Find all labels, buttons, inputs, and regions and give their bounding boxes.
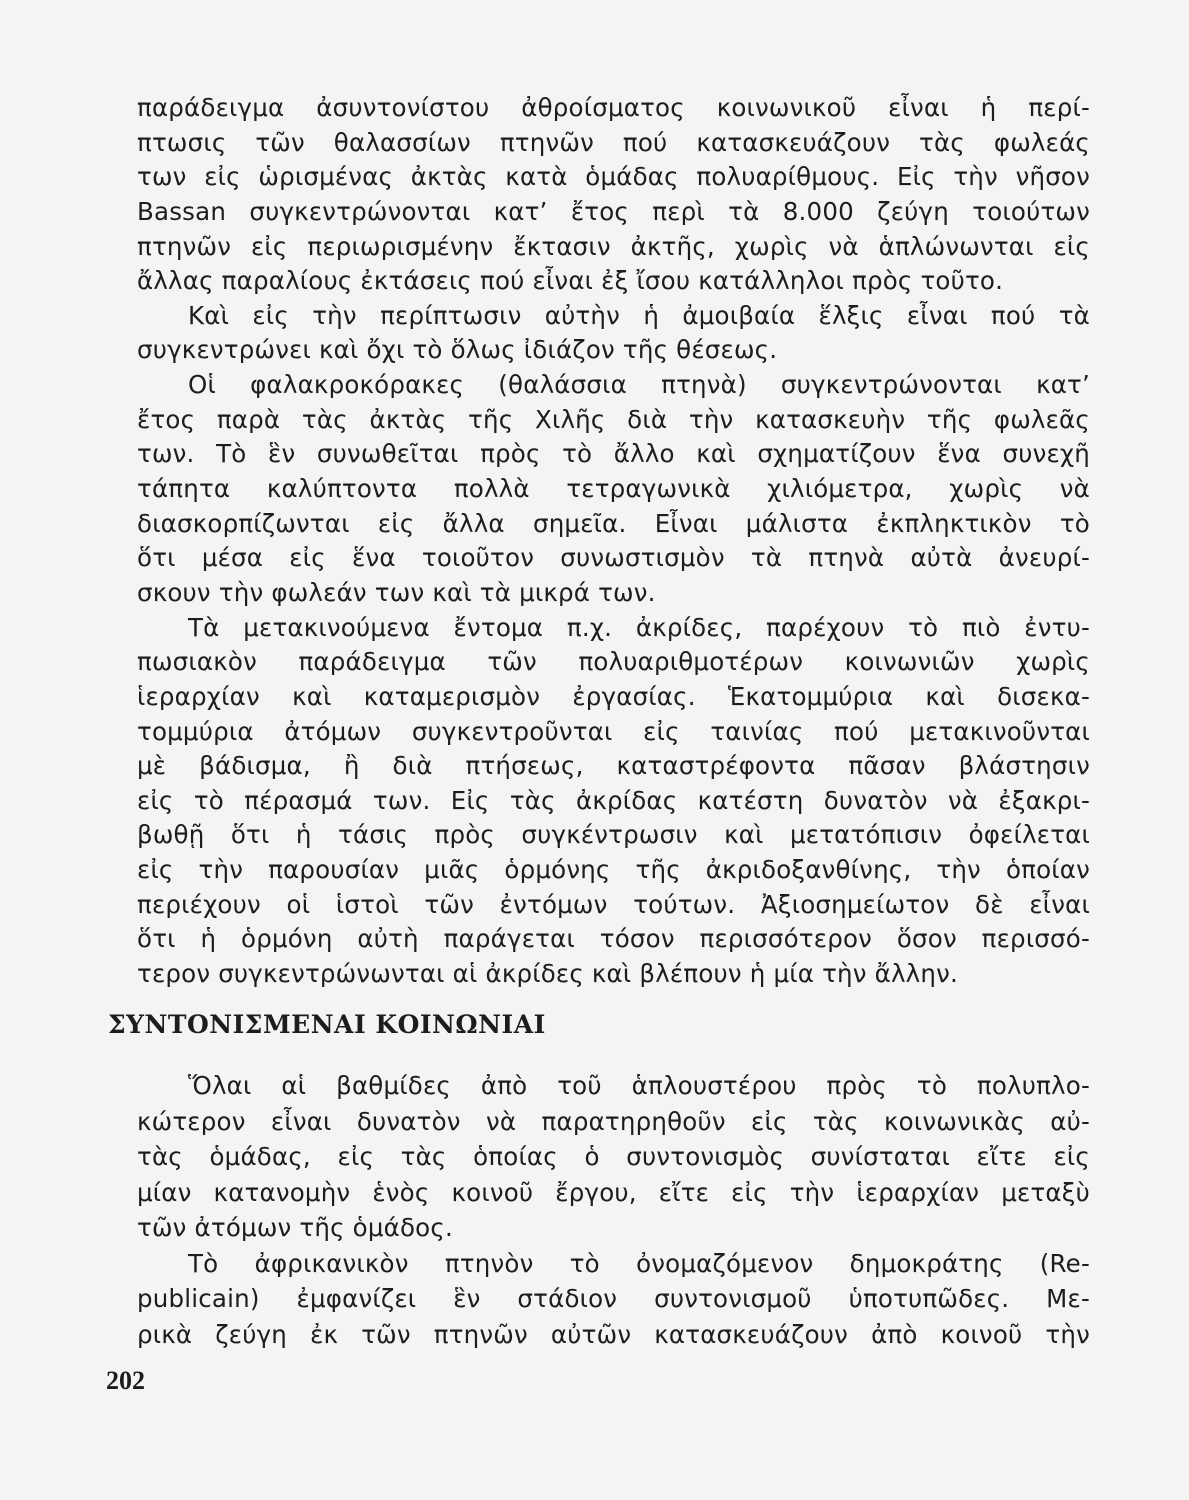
text-line: διασκορπίζωνται εἰς ἄλλα σημεῖα. Εἶναι μάλιστα ἐκπληκτικὸν τὸ xyxy=(137,508,1090,538)
text-line: μίαν κατανομὴν ἑνὸς κοινοῦ ἔργου, εἴτε εἰς τὴν ἱεραρχίαν μεταξὺ xyxy=(137,1177,1090,1207)
text-line: ρικὰ ζεύγη ἐκ τῶν πτηνῶν αὐτῶν κατασκευάζουν ἀπὸ κοινοῦ τὴν xyxy=(137,1319,1090,1349)
text-line: συγκεντρώνει καὶ ὄχι τὸ ὅλως ἰδιάζον τῆς θέσεως. xyxy=(137,335,778,365)
text-line: τομμύρια ἀτόμων συγκεντροῦνται εἰς ταινίας πού μετακινοῦνται xyxy=(137,716,1090,746)
text-line: των εἰς ὡρισμένας ἀκτὰς κατὰ ὁμάδας πολυαρίθμους. Εἰς τὴν νῆσον xyxy=(137,162,1090,192)
text-line: εἰς τὸ πέρασμά των. Εἰς τὰς ἀκρίδας κατέστη δυνατὸν νὰ ἐξακρι- xyxy=(137,785,1090,815)
text-line: Τὰ μετακινούμενα ἔντομα π.χ. ἀκρίδες, παρέχουν τὸ πιὸ ἐντυ- xyxy=(188,612,1090,642)
text-line: των. Τὸ ἓν συνωθεῖται πρὸς τὸ ἄλλο καὶ σχηματίζουν ἕνα συνεχῆ xyxy=(137,439,1090,469)
text-line: περιέχουν οἱ ἱστοὶ τῶν ἐντόμων τούτων. Ἀξιοσημείωτον δὲ εἶναι xyxy=(137,889,1090,919)
text-line: ὅτι ἡ ὁρμόνη αὐτὴ παράγεται τόσον περισσότερον ὅσον περισσό- xyxy=(137,924,1090,954)
text-line: παράδειγμα ἀσυντονίστου ἀθροίσματος κοινωνικοῦ εἶναι ἡ περί- xyxy=(137,93,1090,122)
text-line: πτηνῶν εἰς περιωρισμένην ἔκτασιν ἀκτῆς, χωρὶς νὰ ἁπλώνωνται εἰς xyxy=(137,231,1090,261)
text-line: τὰς ὁμάδας, εἰς τὰς ὁποίας ὁ συντονισμὸς συνίσταται εἴτε εἰς xyxy=(137,1142,1090,1171)
text-line: ἔτος παρὰ τὰς ἀκτὰς τῆς Χιλῆς διὰ τὴν κατασκευὴν τῆς φωλεᾶς xyxy=(137,404,1090,434)
section-heading: ΣΥΝΤΟΝΙΣΜΕΝΑΙ ΚΟΙΝΩΝΙΑΙ xyxy=(108,1010,546,1039)
text-line: τερον συγκεντρώνωνται αἱ ἀκρίδες καὶ βλέπουν ἡ μία τὴν ἄλλην. xyxy=(137,959,958,988)
text-line: ὅτι μέσα εἰς ἕνα τοιοῦτον συνωστισμὸν τὰ πτηνὰ αὐτὰ ἀνευρί- xyxy=(137,543,1090,573)
text-line: Bassan συγκεντρώνονται κατ’ ἔτος περὶ τὰ 8.000 ζεύγη τοιούτων xyxy=(137,196,1090,226)
text-line: Ὅλαι αἱ βαθμίδες ἀπὸ τοῦ ἁπλουστέρου πρὸς τὸ πολυπλο- xyxy=(188,1071,1090,1100)
text-line: τάπητα καλύπτοντα πολλὰ τετραγωνικὰ χιλιόμετρα, χωρὶς νὰ xyxy=(137,474,1090,504)
text-line: μὲ βάδισμα, ἢ διὰ πτήσεως, καταστρέφοντα πᾶσαν βλάστησιν xyxy=(137,751,1090,781)
text-line: βωθῇ ὅτι ἡ τάσις πρὸς συγκέντρωσιν καὶ μετατόπισιν ὀφείλεται xyxy=(137,820,1090,850)
text-line: publicain) ἐμφανίζει ἓν στάδιον συντονισμοῦ ὑποτυπῶδες. Με- xyxy=(137,1284,1090,1313)
text-line: Οἱ φαλακροκόρακες (θαλάσσια πτηνὰ) συγκεντρώνονται κατ’ xyxy=(188,370,1090,400)
text-line: πτωσις τῶν θαλασσίων πτηνῶν πού κατασκευάζουν τὰς φωλεάς xyxy=(137,127,1090,157)
text-line: Τὸ ἀφρικανικὸν πτηνὸν τὸ ὀνομαζόμενον δημοκράτης (Re- xyxy=(188,1248,1090,1278)
text-line: κώτερον εἶναι δυνατὸν νὰ παρατηρηθοῦν εἰς τὰς κοινωνικὰς αὐ- xyxy=(137,1106,1090,1136)
page-number: 202 xyxy=(106,1366,145,1395)
text-line: πωσιακὸν παράδειγμα τῶν πολυαριθμοτέρων κοινωνιῶν χωρὶς xyxy=(137,647,1090,677)
text-line: σκουν τὴν φωλεάν των καὶ τὰ μικρά των. xyxy=(137,577,656,607)
text-line: εἰς τὴν παρουσίαν μιᾶς ὁρμόνης τῆς ἀκριδοξανθίνης, τὴν ὁποίαν xyxy=(137,855,1090,885)
text-line: τῶν ἀτόμων τῆς ὁμάδος. xyxy=(137,1213,453,1242)
text-line: ἄλλας παραλίους ἐκτάσεις πού εἶναι ἐξ ἴσου κατάλληλοι πρὸς τοῦτο. xyxy=(137,266,1004,296)
text-line: Καὶ εἰς τὴν περίπτωσιν αὐτὴν ἡ ἀμοιβαία ἕλξις εἶναι πού τὰ xyxy=(188,300,1090,330)
text-line: ἱεραρχίαν καὶ καταμερισμὸν ἐργασίας. Ἑκατομμύρια καὶ δισεκα- xyxy=(137,681,1090,711)
